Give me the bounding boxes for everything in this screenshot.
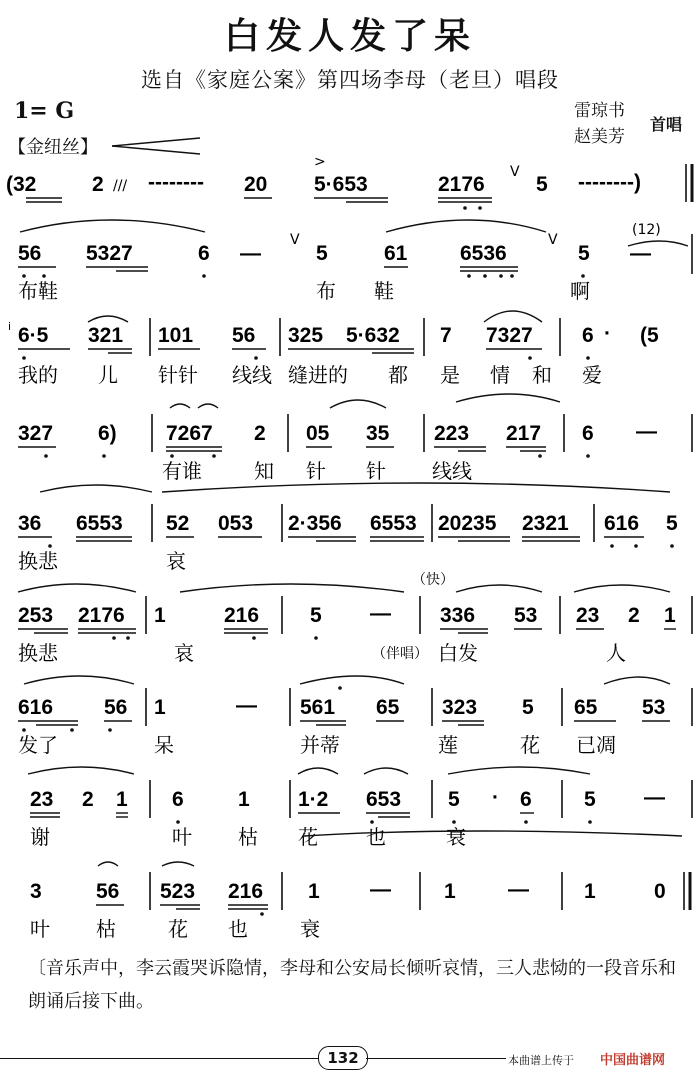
note: 2 [82, 788, 94, 811]
lyric: 已凋 [576, 733, 616, 757]
lyric: 花 [168, 917, 188, 941]
lyric: 人 [606, 641, 626, 665]
note: 5 [522, 696, 534, 719]
lyric: 和 [532, 363, 552, 387]
note: 5 [584, 788, 596, 811]
lyric: 针针 [158, 363, 198, 387]
note: 216 [228, 880, 264, 903]
note: 6 [520, 788, 532, 811]
note: 321 [88, 324, 124, 347]
score-row-3 [8, 311, 659, 360]
note: 1 [444, 880, 456, 903]
lyric-row-4 [162, 459, 472, 483]
lyric-row-6 [18, 641, 626, 665]
dash: — [630, 242, 651, 265]
lyric: 儿 [98, 363, 118, 387]
lyric: 布鞋 [18, 279, 58, 303]
note: 53 [642, 696, 666, 719]
note: 1 [154, 696, 166, 719]
note: 2 [628, 604, 640, 627]
note: 56 [232, 324, 256, 347]
lyric: 知 [254, 459, 274, 483]
lyric: 针 [366, 459, 386, 483]
breath-mark-icon: V [290, 232, 300, 248]
lyric: 我的 [18, 363, 58, 387]
lyric: 针 [306, 459, 326, 483]
note: 7327 [486, 324, 533, 347]
score-row-4 [18, 394, 692, 458]
repeat-count: (12) [632, 222, 661, 238]
note: 6 [198, 242, 210, 265]
note: 101 [158, 324, 194, 347]
score-row-7 [18, 676, 692, 732]
lyric: 枯 [96, 917, 116, 941]
page-divider [0, 1058, 318, 1059]
note: 616 [604, 512, 640, 535]
note: 5·632 [346, 324, 400, 347]
breath-mark-icon: V [548, 232, 558, 248]
score-row-8 [28, 767, 692, 824]
accent-icon: > [314, 154, 326, 170]
note: 1 [238, 788, 250, 811]
note: 216 [224, 604, 260, 627]
dash: — [508, 878, 529, 901]
note: 6553 [76, 512, 123, 535]
lyric: 都 [388, 363, 408, 387]
lyric: 发了 [18, 733, 58, 757]
note: 5 [316, 242, 328, 265]
source-label: 本曲谱上传于 [508, 1054, 574, 1067]
lyric: 也 [366, 825, 386, 849]
note: 2176 [78, 604, 125, 627]
note: 2 [92, 173, 104, 196]
note: 7 [440, 324, 452, 347]
note: 5·653 [314, 173, 368, 196]
tremolo-icon: /// [113, 178, 128, 194]
lyric: 哀 [174, 641, 194, 665]
lyric: 情 [490, 363, 510, 387]
hairpin-icon [112, 138, 200, 154]
note: 253 [18, 604, 54, 627]
note: 23 [576, 604, 600, 627]
note: 223 [434, 422, 470, 445]
lyric: 是 [440, 363, 460, 387]
note: --------) [578, 171, 641, 194]
lyric: 花 [298, 825, 318, 849]
note: 653 [366, 788, 402, 811]
lyric: 花 [520, 733, 540, 757]
lyric: 莲 [438, 733, 458, 757]
note: 5 [536, 173, 548, 196]
note: 2176 [438, 173, 485, 196]
score-row-1 [6, 154, 692, 210]
note: 2·356 [288, 512, 342, 535]
note: 6536 [460, 242, 507, 265]
dash: — [240, 242, 261, 265]
score-row-6 [18, 571, 692, 640]
score-row-9 [30, 831, 690, 916]
page-number: 132 [318, 1046, 368, 1070]
lyric: 有谁 [162, 459, 202, 483]
score-row-2 [18, 220, 692, 278]
note: 35 [366, 422, 390, 445]
note: (5 [640, 324, 659, 347]
note: 6) [98, 422, 117, 445]
note: 36 [18, 512, 42, 535]
dash: — [644, 786, 665, 809]
note: 1 [154, 604, 166, 627]
note: 1·2 [298, 788, 329, 811]
note: 1 [308, 880, 320, 903]
note: 7267 [166, 422, 213, 445]
grace-note: i [8, 320, 12, 333]
lyric: 缝进的 [288, 363, 348, 387]
tempo-marking: （快） [412, 572, 454, 588]
note: 5 [448, 788, 460, 811]
note: 6553 [370, 512, 417, 535]
key-signature: 1= G [14, 98, 75, 124]
lyric: 鞋 [374, 279, 394, 303]
note: 56 [104, 696, 128, 719]
note: 523 [160, 880, 196, 903]
note: 3 [30, 880, 42, 903]
lyric: 枯 [238, 825, 258, 849]
lyric-row-8 [30, 825, 466, 849]
lyric-row-2 [18, 279, 590, 303]
page-divider [366, 1058, 506, 1059]
song-title: 白发人发了呆 [223, 15, 476, 57]
lyric: 线线 [432, 459, 472, 483]
dash: — [236, 694, 257, 717]
note: 2321 [522, 512, 569, 535]
note: 20 [244, 173, 268, 196]
lyric: 线线 [232, 363, 272, 387]
lyricist: 雷琼书 [574, 101, 625, 121]
lyric: 并蒂 [300, 733, 340, 757]
note: 323 [442, 696, 478, 719]
breath-mark-icon: V [510, 164, 520, 180]
lyric: 呆 [154, 733, 174, 757]
lyric: 叶 [172, 825, 192, 849]
note: 2 [254, 422, 266, 445]
note: 336 [440, 604, 476, 627]
lyric: 白发 [438, 641, 478, 665]
note: 6 [172, 788, 184, 811]
note: 56 [18, 242, 42, 265]
note: 616 [18, 696, 54, 719]
note: 6 [582, 324, 594, 347]
dot: · [492, 786, 499, 809]
note: 327 [18, 422, 54, 445]
note: 053 [218, 512, 254, 535]
note: 56 [96, 880, 120, 903]
lyric: 谢 [30, 825, 50, 849]
note: (32 [6, 173, 37, 196]
dash: — [370, 602, 391, 625]
note: 325 [288, 324, 324, 347]
note: 1 [584, 880, 596, 903]
note: 5 [666, 512, 678, 535]
lyric: 布 [316, 279, 336, 303]
note: 6·5 [18, 324, 49, 347]
note: 0 [654, 880, 666, 903]
note: 1 [116, 788, 128, 811]
dash: — [370, 878, 391, 901]
note: 23 [30, 788, 54, 811]
lyric: 换悲 [18, 641, 58, 665]
note: 217 [506, 422, 542, 445]
note: 61 [384, 242, 408, 265]
note: 6 [582, 422, 594, 445]
lyric: 哀 [166, 549, 186, 573]
lyric-row-5 [18, 549, 186, 573]
composer: 赵美芳 [574, 127, 625, 147]
note: -------- [148, 171, 204, 194]
dot: · [604, 322, 611, 345]
chorus-marking: （伴唱） [372, 646, 428, 662]
note: 5 [310, 604, 322, 627]
note: 52 [166, 512, 190, 535]
note: 53 [514, 604, 538, 627]
note: 65 [376, 696, 400, 719]
lyric: 换悲 [18, 549, 58, 573]
lyric: 叶 [30, 917, 50, 941]
note: 05 [306, 422, 330, 445]
instrument-tag: 【金纽丝】 [8, 137, 98, 158]
note: 5327 [86, 242, 133, 265]
note: 20235 [438, 512, 497, 535]
lyric: 也 [228, 917, 248, 941]
score-row-5 [18, 483, 678, 548]
song-subtitle: 选自《家庭公案》第四场李母（老旦）唱段 [141, 68, 559, 92]
lyric-row-7 [18, 733, 616, 757]
source-site: 中国曲谱网 [600, 1053, 666, 1068]
stage-direction: 〔音乐声中，李云霞哭诉隐情，李母和公安局长倾听哀情，三人悲恸的一段音乐和朗诵后接下曲。 [28, 958, 676, 1012]
lyric: 啊 [570, 279, 590, 303]
note: 561 [300, 696, 336, 719]
note: 1 [664, 604, 676, 627]
note: 65 [574, 696, 598, 719]
lyric: 衰 [446, 825, 466, 849]
dash: — [636, 420, 657, 443]
lyric: 爱 [582, 363, 602, 387]
lyric-row-3 [18, 363, 602, 387]
credits-role: 首唱 [650, 115, 683, 134]
lyric-row-9 [30, 917, 320, 941]
note: 5 [578, 242, 590, 265]
lyric: 衰 [300, 917, 320, 941]
